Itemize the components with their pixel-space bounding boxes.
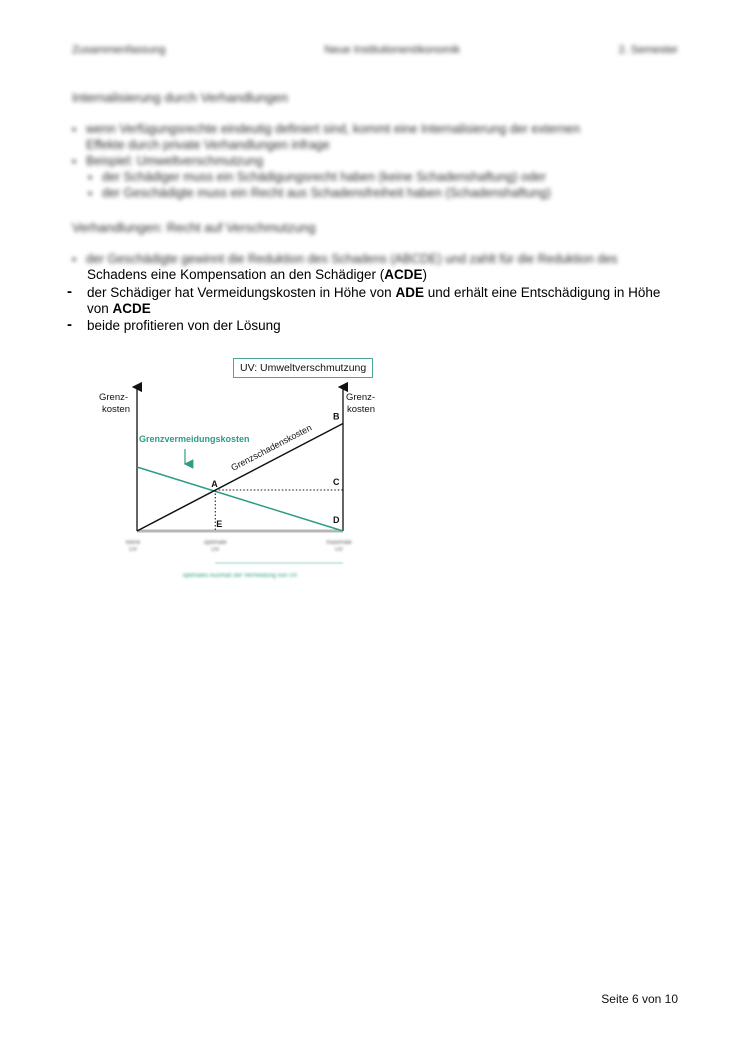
bullet-text: der Schädiger muss ein Schädigungsrecht haben (keine Schadenshaftung) oder bbox=[102, 170, 547, 184]
item2-line2 bbox=[87, 300, 687, 317]
bullet-marker: ▪ bbox=[72, 154, 77, 168]
y-label-right-line1: Grenz- bbox=[346, 392, 376, 403]
bullet-marker: ▪ bbox=[88, 170, 93, 184]
point-label-A: A bbox=[211, 479, 218, 490]
x-tick-label-unit: UV bbox=[128, 547, 138, 553]
x-tick-label-unit: UV bbox=[334, 547, 344, 553]
point-label-D: D bbox=[333, 515, 340, 525]
item1-line2 bbox=[87, 266, 687, 283]
header-center: Neue Institutionenökonomik bbox=[324, 44, 460, 56]
item2-line2-bold: ACDE bbox=[112, 301, 151, 316]
x-tick-label: maximale bbox=[326, 540, 352, 546]
x-tick-label: optimale bbox=[203, 540, 227, 546]
item3: beide profitieren von der Lösung bbox=[87, 318, 281, 333]
item2-line1 bbox=[87, 284, 687, 301]
section-title-internalisierung: Internalisierung durch Verhandlungen bbox=[72, 90, 289, 105]
chart-legend: UV: Umweltverschmutzung bbox=[233, 358, 373, 378]
point-label-B: B bbox=[333, 411, 340, 422]
item2-text: der Schädiger hat Vermeidungskosten in Höhe von bbox=[87, 285, 396, 300]
section-title-verhandlungen: Verhandlungen: Recht auf Verschmutzung bbox=[72, 220, 316, 235]
item1-text: Schadens eine Kompensation an den Schädiger ( bbox=[87, 267, 385, 282]
x-tick-label: keine bbox=[125, 540, 141, 546]
header-right: 2. Semester bbox=[618, 44, 678, 56]
y-label-left-line1: Grenz- bbox=[99, 392, 129, 403]
x-tick-label-unit: UV bbox=[211, 547, 220, 553]
y-label-right-line2: kosten bbox=[347, 404, 375, 415]
blurred-line: der Geschädigte gewinnt die Reduktion des Schadens (ABCDE) und zahlt für die Reduktion des bbox=[86, 252, 618, 266]
series-label-grenzvermeidungskosten: Grenzvermeidungskosten bbox=[139, 434, 250, 444]
bottom-caption: optimales Ausmaß der Vermeidung von UV bbox=[182, 573, 298, 579]
bullet-marker: ▪ bbox=[72, 252, 77, 266]
header-left: Zusammenfassung bbox=[72, 44, 166, 56]
bullet-text: Beispiel: Umweltverschmutzung bbox=[86, 154, 264, 168]
dash-marker: - bbox=[67, 316, 72, 333]
bullet-marker: ▪ bbox=[88, 186, 93, 200]
y-label-left-line2: kosten bbox=[102, 404, 130, 415]
bullet-text: Effekte durch private Verhandlungen infrage bbox=[86, 138, 330, 152]
bullet-text: wenn Verfügungsrechte eindeutig definiert sind, kommt eine Internalisierung der externen bbox=[86, 122, 581, 136]
page-number: Seite 6 von 10 bbox=[601, 992, 678, 1006]
item1-close: ) bbox=[422, 267, 427, 282]
coase-chart bbox=[95, 355, 395, 595]
item2-bold: ADE bbox=[395, 285, 424, 300]
bullet-text: der Geschädigte muss ein Recht aus Schadensfreiheit haben (Schadenshaftung) bbox=[102, 186, 551, 200]
point-label-E: E bbox=[216, 519, 223, 529]
chart-svg bbox=[95, 355, 395, 595]
item1-bold: ACDE bbox=[384, 267, 423, 282]
page-header bbox=[72, 44, 678, 60]
item2-line2-text: von bbox=[87, 301, 113, 316]
dash-marker: - bbox=[67, 283, 72, 300]
item2-text-b: und erhält eine Entschädigung in Höhe bbox=[423, 285, 661, 300]
bullet-marker: ▪ bbox=[72, 122, 77, 136]
series-label-grenzschadenskosten: Grenzschadenskosten bbox=[229, 422, 314, 473]
point-label-C: C bbox=[333, 477, 340, 488]
